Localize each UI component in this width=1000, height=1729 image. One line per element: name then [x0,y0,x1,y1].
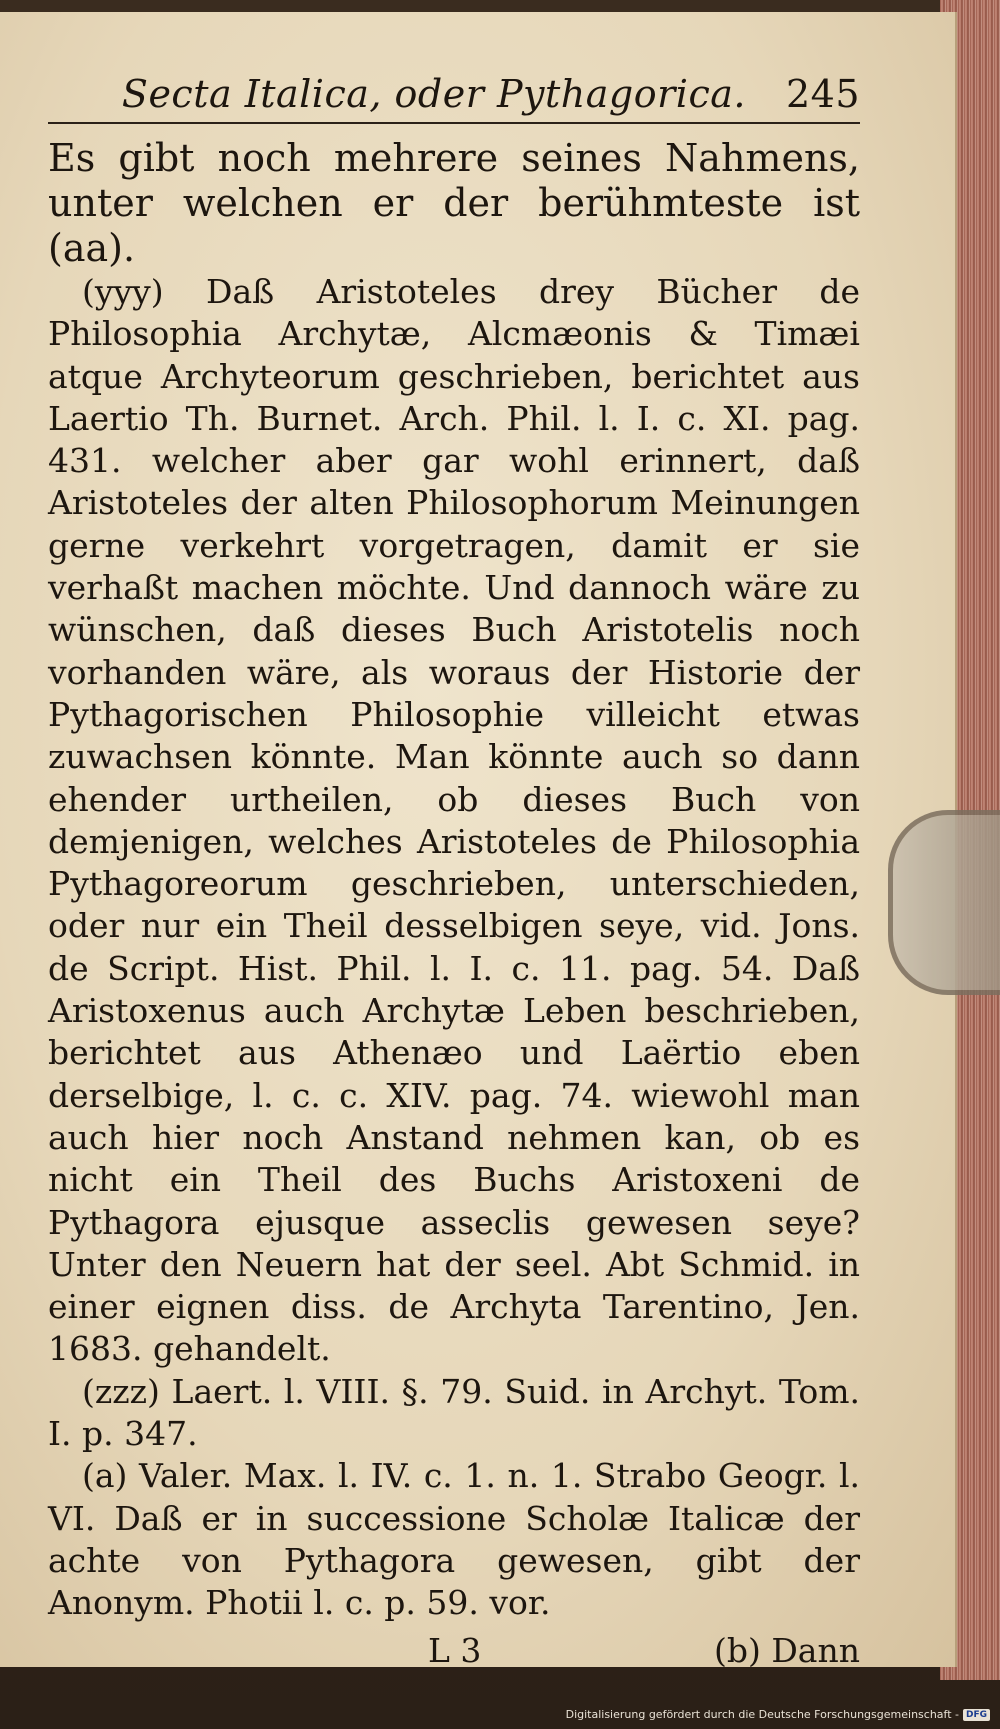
page-clip [888,810,1000,995]
page-footer [48,1631,860,1679]
credit-text: Digitalisierung gefördert durch die Deutsche Forschungsgemeinschaft - [565,1708,959,1721]
digitization-credit [566,1708,990,1721]
catchword: (b) Dann [713,1630,860,1670]
running-head [48,72,860,124]
book-page [0,12,957,1670]
running-title: Secta Italica, oder Pythagorica. [121,72,746,116]
dfg-logo-icon: DFG [963,1709,990,1721]
page-number: 245 [785,72,860,116]
footnote-yyy: (yyy) Daß Aristoteles drey Bücher de Philosophia Archytæ, Alcmæonis & Timæi atque Archyteorum geschrieben, berichtet aus Laertio Th. Burnet. Arch. Phil. l. I. c. XI. pag. 431. welcher aber gar wohl erinnert, daß Aristoteles der alten Philosophorum Meinungen gerne verkehrt vorgetragen, damit er sie verhaßt machen möchte. Und dannoch wäre zu wünschen, daß dieses Buch Aristotelis noch vorhanden wäre, als woraus der Historie der Pythagorischen Philosophie villeicht etwas zuwachsen könnte. Man könnte auch so dann ehender urtheilen, ob dieses Buch von demjenigen, welches Aristoteles de Philosophia Pythagoreorum geschrieben, unterschieden, oder nur ein Theil desselbigen seye, vid. Jons. de Script. Hist. Phil. l. I. c. 11. pag. 54. Daß Aristoxenus auch Archytæ Leben beschrieben, berichtet aus Athenæo und Laërtio eben derselbige, l. c. c. XIV. pag. 74. wiewohl man auch hier noch Anstand nehmen kan, ob es nicht ein Theil des Buchs Aristoxeni de Pythagora ejusque asseclis gewesen seye? Unter den Neuern hat der seel. Abt Schmid. in einer eignen diss. de Archyta Tarentino, Jen. 1683. gehandelt. [48,272,860,1369]
page-content [48,72,860,1679]
main-text-paragraph: Es gibt noch mehrere seines Nahmens, unter welchen er der berühmteste ist (aa). [48,136,860,270]
footnote-a: (a) Valer. Max. l. IV. c. 1. n. 1. Strabo Geogr. l. VI. Daß er in successione Scholæ Italicæ der achte von Pythagora gewesen, gibt der Anonym. Photii l. c. p. 59. vor. [48,1456,860,1623]
footnote-zzz: (zzz) Laert. l. VIII. §. 79. Suid. in Archyt. Tom. I. p. 347. [48,1371,860,1454]
signature-mark: L 3 [428,1630,482,1670]
body-text [48,136,860,1625]
